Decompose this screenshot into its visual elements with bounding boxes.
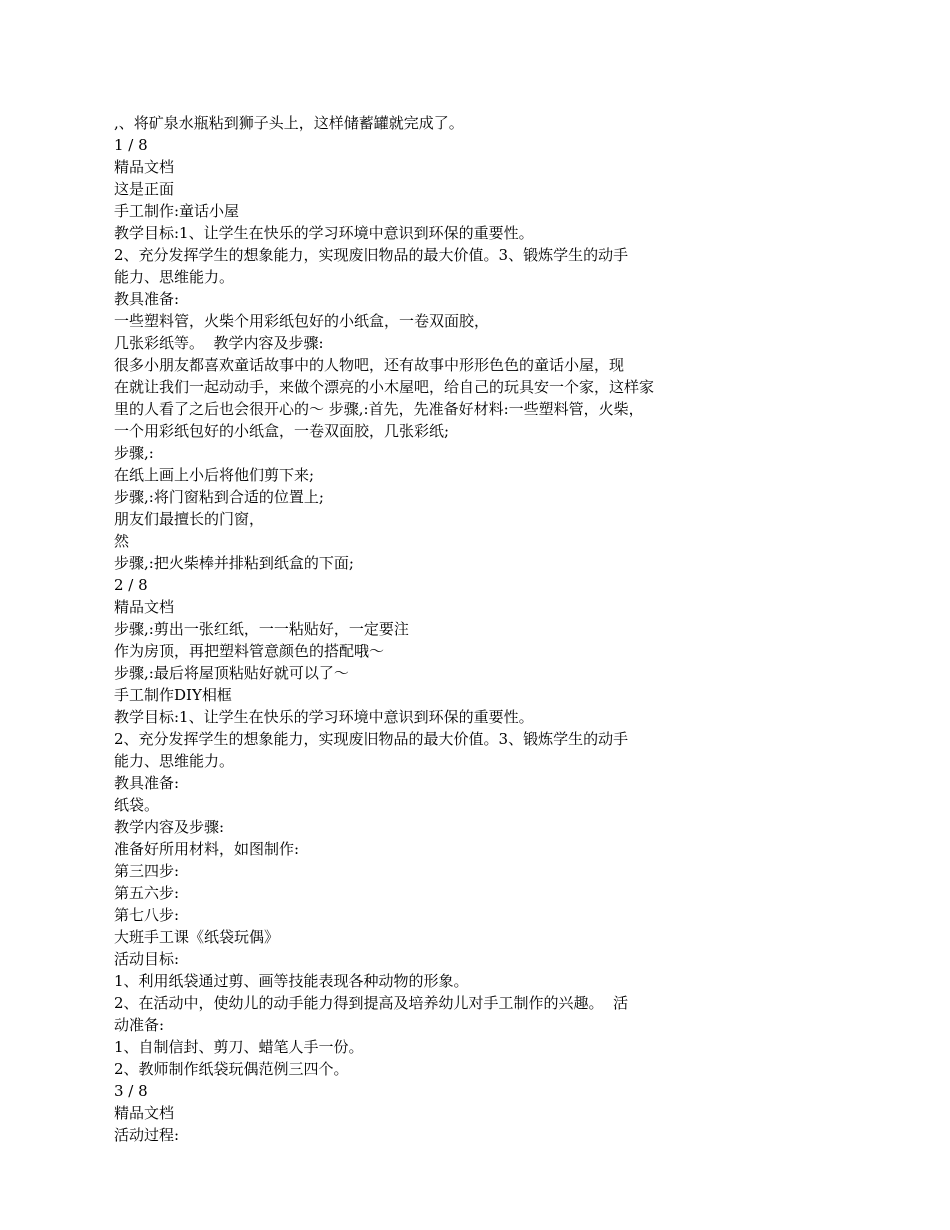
- text-line: 一个用彩纸包好的小纸盒，一卷双面胶，几张彩纸;: [114, 422, 450, 440]
- text-line: 2、在活动中，使幼儿的动手能力得到提高及培养幼儿对手工制作的兴趣。 活: [114, 994, 629, 1012]
- text-line: 2、教师制作纸袋玩偶范例三四个。: [114, 1060, 349, 1078]
- document-body: [114, 112, 834, 1146]
- text-line: 步骤,:将门窗粘到合适的位置上;: [114, 488, 324, 506]
- text-line: 步骤,:最后将屋顶粘贴好就可以了～: [114, 664, 349, 682]
- text-line: 这是正面: [114, 180, 175, 198]
- text-line: 1、利用纸袋通过剪、画等技能表现各种动物的形象。: [114, 972, 469, 990]
- text-line: 朋友们最擅长的门窗，: [114, 510, 265, 528]
- text-line: 2、充分发挥学生的想象能力，实现废旧物品的最大价值。3、锻炼学生的动手: [114, 246, 629, 264]
- text-line: 然: [114, 532, 130, 550]
- text-line: 大班手工课《纸袋玩偶》: [114, 928, 280, 946]
- text-line: 手工制作DIY相框: [114, 686, 232, 704]
- text-line: 手工制作:童话小屋: [114, 202, 240, 220]
- text-line: 精品文档: [114, 158, 175, 176]
- text-line: 3 / 8: [114, 1082, 148, 1100]
- text-line: 1、自制信封、剪刀、蜡笔人手一份。: [114, 1038, 364, 1056]
- text-line: 动准备:: [114, 1016, 165, 1034]
- text-line: 里的人看了之后也会很开心的～ 步骤,:首先，先准备好材料:一些塑料管，火柴，: [114, 400, 644, 418]
- text-line: 在就让我们一起动动手，来做个漂亮的小木屋吧，给自己的玩具安一个家，这样家: [114, 378, 655, 396]
- text-line: 作为房顶，再把塑料管意颜色的搭配哦～: [114, 642, 385, 660]
- text-line: 步骤,:: [114, 444, 154, 462]
- text-line: 活动过程:: [114, 1126, 180, 1144]
- text-line: 第三四步:: [114, 862, 180, 880]
- text-line: 几张彩纸等。 教学内容及步骤:: [114, 334, 324, 352]
- text-line: 教学内容及步骤:: [114, 818, 225, 836]
- text-line: 步骤,:剪出一张红纸，一一粘贴好，一定要注: [114, 620, 409, 638]
- text-line: 能力、思维能力。: [114, 752, 235, 770]
- text-line: 准备好所用材料，如图制作:: [114, 840, 300, 858]
- text-line: 精品文档: [114, 598, 175, 616]
- text-line: 活动目标:: [114, 950, 180, 968]
- text-line: 第五六步:: [114, 884, 180, 902]
- text-line: 教学目标:1、让学生在快乐的学习环境中意识到环保的重要性。: [114, 708, 534, 726]
- text-line: 能力、思维能力。: [114, 268, 235, 286]
- text-line: 精品文档: [114, 1104, 175, 1122]
- text-line: 2、充分发挥学生的想象能力，实现废旧物品的最大价值。3、锻炼学生的动手: [114, 730, 629, 748]
- text-line: 步骤,:把火柴棒并排粘到纸盒的下面;: [114, 554, 354, 572]
- text-line: 很多小朋友都喜欢童话故事中的人物吧，还有故事中形形色色的童话小屋，现: [114, 356, 625, 374]
- text-line: ,、将矿泉水瓶粘到狮子头上，这样储蓄罐就完成了。: [114, 114, 464, 132]
- text-line: 教具准备:: [114, 774, 180, 792]
- text-line: 在纸上画上小后将他们剪下来;: [114, 466, 315, 484]
- text-line: 纸袋。: [114, 796, 160, 814]
- text-line: 1 / 8: [114, 136, 148, 154]
- text-line: 2 / 8: [114, 576, 148, 594]
- text-line: 一些塑料管，火柴个用彩纸包好的小纸盒，一卷双面胶，: [114, 312, 490, 330]
- text-line: 第七八步:: [114, 906, 180, 924]
- text-line: 教学目标:1、让学生在快乐的学习环境中意识到环保的重要性。: [114, 224, 534, 242]
- text-line: 教具准备:: [114, 290, 180, 308]
